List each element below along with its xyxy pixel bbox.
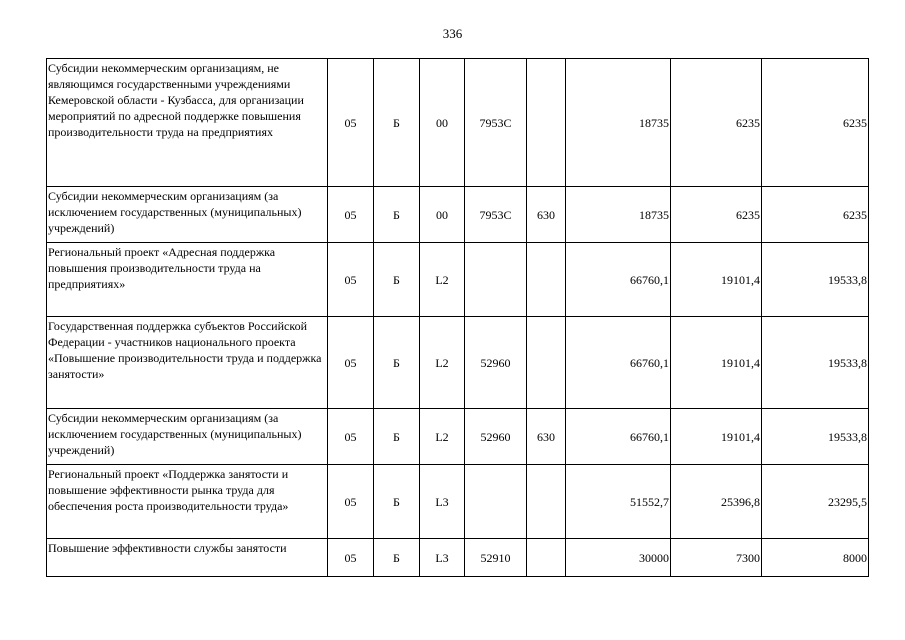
section-code: 05 — [328, 317, 374, 409]
subprogram-code: L3 — [420, 465, 465, 539]
expense-type-code: 630 — [527, 187, 566, 243]
amount-year-1: 51552,7 — [566, 465, 671, 539]
amount-year-3: 6235 — [762, 59, 869, 187]
row-name: Субсидии некоммерческим организациям, не являющимся государственными учреждениями Кемеровской области - Кузбасса, для организации мероприятий по адресной поддержке повышения производительности труда на предприятиях — [47, 59, 328, 187]
budget-table — [46, 58, 869, 577]
amount-year-3: 8000 — [762, 539, 869, 577]
amount-year-3: 19533,8 — [762, 409, 869, 465]
section-code: 05 — [328, 409, 374, 465]
amount-year-3: 6235 — [762, 187, 869, 243]
subprogram-code: 00 — [420, 59, 465, 187]
section-code: 05 — [328, 539, 374, 577]
direction-code — [465, 465, 527, 539]
program-code: Б — [374, 465, 420, 539]
amount-year-3: 23295,5 — [762, 465, 869, 539]
amount-year-3: 19533,8 — [762, 243, 869, 317]
program-code: Б — [374, 187, 420, 243]
amount-year-2: 6235 — [671, 59, 762, 187]
expense-type-code — [527, 317, 566, 409]
amount-year-1: 30000 — [566, 539, 671, 577]
expense-type-code — [527, 59, 566, 187]
direction-code — [465, 243, 527, 317]
program-code: Б — [374, 243, 420, 317]
direction-code: 52910 — [465, 539, 527, 577]
row-name: Субсидии некоммерческим организациям (за исключением государственных (муниципальных) учреждений) — [47, 187, 328, 243]
expense-type-code — [527, 465, 566, 539]
program-code: Б — [374, 409, 420, 465]
expense-type-code: 630 — [527, 409, 566, 465]
row-name: Региональный проект «Адресная поддержка повышения производительности труда на предприятиях» — [47, 243, 328, 317]
amount-year-2: 19101,4 — [671, 317, 762, 409]
row-name: Государственная поддержка субъектов Российской Федерации - участников национального проекта «Повышение производительности труда и поддержка занятости» — [47, 317, 328, 409]
expense-type-code — [527, 539, 566, 577]
subprogram-code: L2 — [420, 317, 465, 409]
amount-year-2: 19101,4 — [671, 409, 762, 465]
section-code: 05 — [328, 187, 374, 243]
amount-year-1: 18735 — [566, 59, 671, 187]
amount-year-1: 66760,1 — [566, 317, 671, 409]
amount-year-3: 19533,8 — [762, 317, 869, 409]
page-number: 336 — [442, 26, 463, 41]
table-row — [47, 317, 869, 409]
row-name: Повышение эффективности службы занятости — [47, 539, 328, 577]
subprogram-code: L2 — [420, 409, 465, 465]
direction-code: 52960 — [465, 317, 527, 409]
table-row — [47, 243, 869, 317]
amount-year-1: 66760,1 — [566, 409, 671, 465]
amount-year-2: 25396,8 — [671, 465, 762, 539]
program-code: Б — [374, 59, 420, 187]
table-row — [47, 59, 869, 187]
section-code: 05 — [328, 243, 374, 317]
amount-year-1: 66760,1 — [566, 243, 671, 317]
subprogram-code: L2 — [420, 243, 465, 317]
subprogram-code: 00 — [420, 187, 465, 243]
amount-year-2: 6235 — [671, 187, 762, 243]
section-code: 05 — [328, 465, 374, 539]
direction-code: 52960 — [465, 409, 527, 465]
table-row — [47, 187, 869, 243]
row-name: Субсидии некоммерческим организациям (за исключением государственных (муниципальных) учреждений) — [47, 409, 328, 465]
expense-type-code — [527, 243, 566, 317]
row-name: Региональный проект «Поддержка занятости и повышение эффективности рынка труда для обеспечения роста производительности труда» — [47, 465, 328, 539]
table-row — [47, 409, 869, 465]
amount-year-2: 7300 — [671, 539, 762, 577]
section-code: 05 — [328, 59, 374, 187]
program-code: Б — [374, 539, 420, 577]
amount-year-2: 19101,4 — [671, 243, 762, 317]
subprogram-code: L3 — [420, 539, 465, 577]
table-row — [47, 539, 869, 577]
direction-code: 7953C — [465, 187, 527, 243]
program-code: Б — [374, 317, 420, 409]
direction-code: 7953C — [465, 59, 527, 187]
amount-year-1: 18735 — [566, 187, 671, 243]
table-row — [47, 465, 869, 539]
